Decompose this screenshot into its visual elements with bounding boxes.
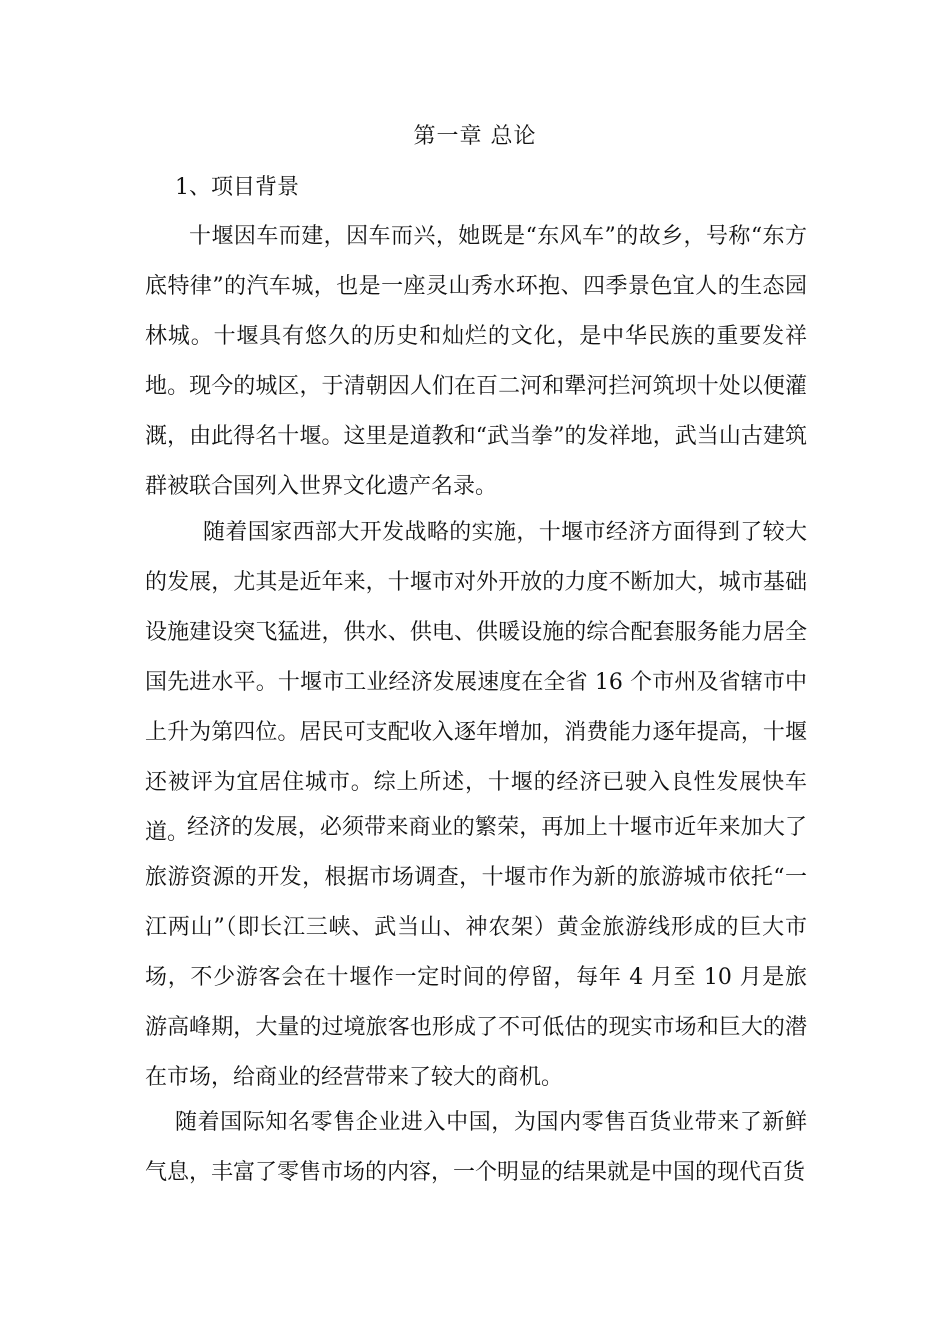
section-heading: 1、项目背景: [175, 175, 299, 200]
paragraph-2: 随着国家西部大开发战略的实施，十堰市经济方面得到了较大的发展，尤其是近年来，十堰市对外开放的力度不断加大，城市基础设施建设突飞猛进，供水、供电、供暖设施的综合配套服务能力居全国先进水平。十堰市工业经济发展速度在全省 16 个市州及省辖市中上升为第四位。居民可支配收入逐年增加，消费能力逐年提高，十堰还被评为宜居住城市。综上所述，十堰的经济已驶入良性发展快车道。: [145, 520, 807, 845]
chapter-title: 第一章 总论: [413, 124, 537, 149]
paragraph-4: 随着国际知名零售企业进入中国，为国内零售百货业带来了新鲜气息，丰富了零售市场的内容，一个明显的结果就是中国的现代百货: [145, 1110, 807, 1185]
paragraph-1: 十堰因车而建，因车而兴，她既是“东风车”的故乡，号称“东方底特律”的汽车城，也是一座灵山秀水环抱、四季景色宜人的生态园林城。十堰具有悠久的历史和灿烂的文化，是中华民族的重要发祥地。现今的城区，于清朝因人们在百二河和犟河拦河筑坝十处以便灌溉，由此得名十堰。这里是道教和“武当拳”的发祥地，武当山古建筑群被联合国列入世界文化遗产名录。: [145, 224, 807, 499]
paragraph-3: 经济的发展，必须带来商业的繁荣，再加上十堰市近年来加大了旅游资源的开发，根据市场调查，十堰市作为新的旅游城市依托“一江两山”（即长江三峡、武当山、神农架）黄金旅游线形成的巨大市场，不少游客会在十堰作一定时间的停留，每年 4 月至 10 月是旅游高峰期，大量的过境旅客也形成了不可低估的现实市场和巨大的潜在市场，给商业的经营带来了较大的商机。: [145, 815, 807, 1090]
